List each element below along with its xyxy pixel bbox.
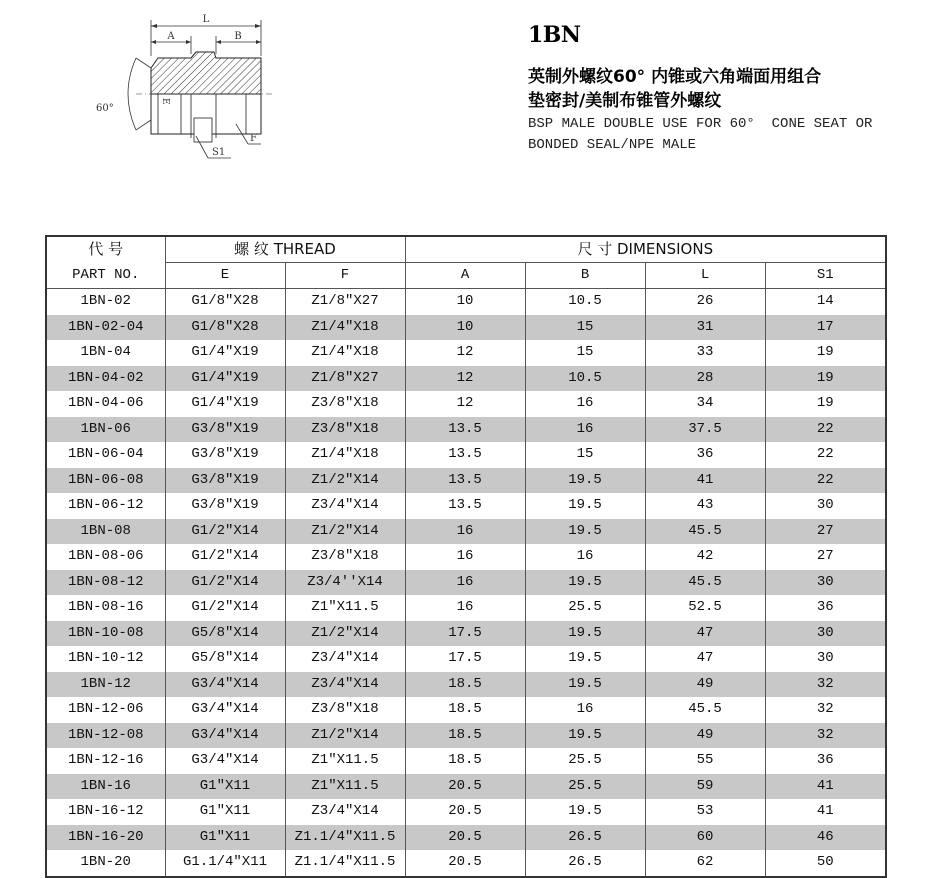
cell-dim-l: 59 bbox=[645, 774, 765, 800]
cell-part-no: 1BN-12-16 bbox=[46, 748, 165, 774]
cell-thread-e: G5/8″X14 bbox=[165, 646, 285, 672]
header-part-en: PART NO. bbox=[46, 263, 165, 289]
cell-dim-s1: 36 bbox=[765, 748, 886, 774]
cell-dim-l: 43 bbox=[645, 493, 765, 519]
cell-dim-a: 20.5 bbox=[405, 799, 525, 825]
cell-thread-e: G1/8″X28 bbox=[165, 315, 285, 341]
title-chinese-line-2: 垫密封/美制布锥管外螺纹 bbox=[528, 91, 722, 111]
cell-dim-a: 12 bbox=[405, 366, 525, 392]
table-row bbox=[46, 723, 886, 749]
table-row bbox=[46, 672, 886, 698]
table-row bbox=[46, 850, 886, 877]
cell-dim-a: 13.5 bbox=[405, 417, 525, 443]
cell-thread-e: G1/2″X14 bbox=[165, 519, 285, 545]
table-row bbox=[46, 519, 886, 545]
header-col-a: A bbox=[405, 263, 525, 289]
table-row bbox=[46, 646, 886, 672]
title-english-line-2: BONDED SEAL/NPE MALE bbox=[528, 137, 697, 153]
table-row bbox=[46, 442, 886, 468]
cell-thread-e: G3/8″X19 bbox=[165, 468, 285, 494]
cell-part-no: 1BN-06-08 bbox=[46, 468, 165, 494]
header-part-cn: 代 号 bbox=[46, 236, 165, 263]
cell-dim-a: 13.5 bbox=[405, 493, 525, 519]
cell-dim-s1: 22 bbox=[765, 442, 886, 468]
cell-thread-e: G5/8″X14 bbox=[165, 621, 285, 647]
cell-part-no: 1BN-12-06 bbox=[46, 697, 165, 723]
cell-thread-f: Z1/4″X18 bbox=[285, 442, 405, 468]
cell-dim-b: 19.5 bbox=[525, 799, 645, 825]
cell-part-no: 1BN-10-12 bbox=[46, 646, 165, 672]
cell-dim-a: 10 bbox=[405, 289, 525, 315]
cell-dim-b: 19.5 bbox=[525, 646, 645, 672]
label-e: E bbox=[160, 98, 170, 105]
label-f: F bbox=[250, 133, 257, 144]
cell-dim-l: 26 bbox=[645, 289, 765, 315]
cone-angle bbox=[96, 58, 151, 130]
cell-dim-b: 19.5 bbox=[525, 621, 645, 647]
cell-dim-b: 19.5 bbox=[525, 672, 645, 698]
table-row bbox=[46, 340, 886, 366]
cell-dim-l: 47 bbox=[645, 621, 765, 647]
cell-thread-f: Z3/8″X18 bbox=[285, 544, 405, 570]
cell-thread-e: G3/8″X19 bbox=[165, 442, 285, 468]
cell-dim-a: 13.5 bbox=[405, 442, 525, 468]
cell-dim-b: 19.5 bbox=[525, 468, 645, 494]
cell-dim-l: 60 bbox=[645, 825, 765, 851]
cell-dim-l: 53 bbox=[645, 799, 765, 825]
cell-dim-b: 10.5 bbox=[525, 366, 645, 392]
cell-thread-f: Z1/2″X14 bbox=[285, 723, 405, 749]
cell-dim-a: 20.5 bbox=[405, 825, 525, 851]
cell-dim-b: 19.5 bbox=[525, 723, 645, 749]
cell-dim-b: 19.5 bbox=[525, 519, 645, 545]
cell-dim-s1: 27 bbox=[765, 544, 886, 570]
label-angle: 60° bbox=[96, 103, 114, 114]
cell-thread-e: G3/8″X19 bbox=[165, 493, 285, 519]
cell-thread-e: G3/4″X14 bbox=[165, 672, 285, 698]
cell-thread-e: G3/4″X14 bbox=[165, 697, 285, 723]
cell-dim-a: 18.5 bbox=[405, 748, 525, 774]
table-row bbox=[46, 366, 886, 392]
cell-thread-e: G1″X11 bbox=[165, 825, 285, 851]
cell-dim-l: 42 bbox=[645, 544, 765, 570]
cell-dim-s1: 14 bbox=[765, 289, 886, 315]
cell-dim-a: 10 bbox=[405, 315, 525, 341]
cell-dim-a: 16 bbox=[405, 595, 525, 621]
table-row bbox=[46, 697, 886, 723]
cell-dim-l: 33 bbox=[645, 340, 765, 366]
cell-dim-b: 25.5 bbox=[525, 748, 645, 774]
cell-dim-a: 16 bbox=[405, 570, 525, 596]
cell-dim-s1: 19 bbox=[765, 340, 886, 366]
cell-thread-e: G1/4″X19 bbox=[165, 340, 285, 366]
cell-dim-b: 25.5 bbox=[525, 774, 645, 800]
table-row bbox=[46, 595, 886, 621]
cell-part-no: 1BN-06-12 bbox=[46, 493, 165, 519]
cell-thread-f: Z1/4″X18 bbox=[285, 315, 405, 341]
cell-part-no: 1BN-02-04 bbox=[46, 315, 165, 341]
cell-thread-e: G1/4″X19 bbox=[165, 391, 285, 417]
cell-part-no: 1BN-08-12 bbox=[46, 570, 165, 596]
cell-dim-s1: 30 bbox=[765, 646, 886, 672]
cell-dim-l: 45.5 bbox=[645, 519, 765, 545]
cell-dim-a: 18.5 bbox=[405, 723, 525, 749]
cell-dim-b: 15 bbox=[525, 340, 645, 366]
cell-thread-f: Z1/4″X18 bbox=[285, 340, 405, 366]
table-row bbox=[46, 570, 886, 596]
table-body bbox=[46, 289, 886, 877]
table-row bbox=[46, 493, 886, 519]
header-col-f: F bbox=[285, 263, 405, 289]
cell-thread-f: Z1/2″X14 bbox=[285, 519, 405, 545]
cell-thread-e: G1/2″X14 bbox=[165, 544, 285, 570]
table-row bbox=[46, 621, 886, 647]
cell-thread-e: G3/8″X19 bbox=[165, 417, 285, 443]
cell-dim-a: 20.5 bbox=[405, 774, 525, 800]
cell-dim-s1: 19 bbox=[765, 391, 886, 417]
cell-dim-s1: 22 bbox=[765, 468, 886, 494]
cell-thread-f: Z3/4″X14 bbox=[285, 646, 405, 672]
cell-part-no: 1BN-10-08 bbox=[46, 621, 165, 647]
cell-dim-b: 16 bbox=[525, 697, 645, 723]
cell-dim-a: 16 bbox=[405, 544, 525, 570]
cell-part-no: 1BN-08 bbox=[46, 519, 165, 545]
cell-thread-f: Z3/4″X14 bbox=[285, 672, 405, 698]
cell-dim-a: 13.5 bbox=[405, 468, 525, 494]
table-row bbox=[46, 315, 886, 341]
cell-part-no: 1BN-06 bbox=[46, 417, 165, 443]
cell-dim-s1: 30 bbox=[765, 493, 886, 519]
header-dimensions-group: 尺 寸 DIMENSIONS bbox=[405, 236, 886, 263]
cell-dim-s1: 27 bbox=[765, 519, 886, 545]
label-l: L bbox=[202, 14, 210, 25]
cell-dim-l: 36 bbox=[645, 442, 765, 468]
cell-dim-l: 49 bbox=[645, 672, 765, 698]
cell-part-no: 1BN-08-16 bbox=[46, 595, 165, 621]
table-row bbox=[46, 289, 886, 315]
cell-dim-s1: 32 bbox=[765, 672, 886, 698]
label-b: B bbox=[234, 31, 242, 42]
cell-thread-f: Z1.1/4″X11.5 bbox=[285, 850, 405, 877]
cell-thread-f: Z1″X11.5 bbox=[285, 748, 405, 774]
cell-dim-s1: 22 bbox=[765, 417, 886, 443]
table-row bbox=[46, 417, 886, 443]
cell-dim-s1: 41 bbox=[765, 774, 886, 800]
cell-thread-f: Z1″X11.5 bbox=[285, 595, 405, 621]
cell-dim-a: 12 bbox=[405, 391, 525, 417]
cell-dim-a: 17.5 bbox=[405, 621, 525, 647]
cell-dim-l: 41 bbox=[645, 468, 765, 494]
cell-dim-b: 16 bbox=[525, 417, 645, 443]
cell-dim-b: 16 bbox=[525, 391, 645, 417]
cell-part-no: 1BN-20 bbox=[46, 850, 165, 877]
cell-thread-f: Z3/8″X18 bbox=[285, 417, 405, 443]
cell-dim-b: 15 bbox=[525, 442, 645, 468]
cell-dim-b: 16 bbox=[525, 544, 645, 570]
cell-dim-l: 62 bbox=[645, 850, 765, 877]
table-row bbox=[46, 774, 886, 800]
cell-dim-l: 34 bbox=[645, 391, 765, 417]
cell-dim-a: 18.5 bbox=[405, 672, 525, 698]
cell-part-no: 1BN-04 bbox=[46, 340, 165, 366]
cell-thread-e: G1/8″X28 bbox=[165, 289, 285, 315]
table-row bbox=[46, 544, 886, 570]
cell-thread-e: G1″X11 bbox=[165, 774, 285, 800]
product-code: 1BN bbox=[528, 22, 581, 48]
specification-table bbox=[45, 235, 887, 878]
cell-dim-s1: 46 bbox=[765, 825, 886, 851]
cell-thread-e: G3/4″X14 bbox=[165, 723, 285, 749]
table-row bbox=[46, 391, 886, 417]
cell-part-no: 1BN-04-02 bbox=[46, 366, 165, 392]
table-row bbox=[46, 468, 886, 494]
cell-dim-s1: 19 bbox=[765, 366, 886, 392]
cell-dim-s1: 17 bbox=[765, 315, 886, 341]
cell-dim-a: 18.5 bbox=[405, 697, 525, 723]
cell-thread-f: Z3/4″X14 bbox=[285, 799, 405, 825]
fitting-body bbox=[136, 52, 274, 142]
cell-thread-f: Z1″X11.5 bbox=[285, 774, 405, 800]
cell-part-no: 1BN-12 bbox=[46, 672, 165, 698]
cell-thread-e: G1/2″X14 bbox=[165, 570, 285, 596]
cell-part-no: 1BN-12-08 bbox=[46, 723, 165, 749]
cell-dim-l: 45.5 bbox=[645, 697, 765, 723]
cell-thread-e: G3/4″X14 bbox=[165, 748, 285, 774]
cell-thread-f: Z1/2″X14 bbox=[285, 468, 405, 494]
cell-thread-f: Z3/4''X14 bbox=[285, 570, 405, 596]
cell-dim-l: 52.5 bbox=[645, 595, 765, 621]
cell-dim-b: 25.5 bbox=[525, 595, 645, 621]
cell-dim-l: 28 bbox=[645, 366, 765, 392]
cell-dim-b: 26.5 bbox=[525, 825, 645, 851]
cell-dim-b: 26.5 bbox=[525, 850, 645, 877]
cell-thread-f: Z3/8″X18 bbox=[285, 697, 405, 723]
cell-part-no: 1BN-06-04 bbox=[46, 442, 165, 468]
cell-thread-e: G1/4″X19 bbox=[165, 366, 285, 392]
cell-dim-a: 12 bbox=[405, 340, 525, 366]
cell-dim-s1: 32 bbox=[765, 697, 886, 723]
cell-thread-e: G1.1/4″X11 bbox=[165, 850, 285, 877]
cell-dim-a: 17.5 bbox=[405, 646, 525, 672]
cell-thread-f: Z3/8″X18 bbox=[285, 391, 405, 417]
cell-thread-f: Z1/2″X14 bbox=[285, 621, 405, 647]
cell-part-no: 1BN-16 bbox=[46, 774, 165, 800]
title-chinese-line-1: 英制外螺纹60° 内锥或六角端面用组合 bbox=[528, 67, 822, 87]
dimension-a-b bbox=[151, 31, 261, 54]
cell-dim-s1: 36 bbox=[765, 595, 886, 621]
cell-dim-l: 45.5 bbox=[645, 570, 765, 596]
cell-thread-e: G1″X11 bbox=[165, 799, 285, 825]
header-thread-group: 螺 纹 THREAD bbox=[165, 236, 405, 263]
header-col-e: E bbox=[165, 263, 285, 289]
table-row bbox=[46, 799, 886, 825]
cell-dim-s1: 30 bbox=[765, 621, 886, 647]
cell-dim-b: 19.5 bbox=[525, 493, 645, 519]
cell-dim-a: 20.5 bbox=[405, 850, 525, 877]
header-col-l: L bbox=[645, 263, 765, 289]
cell-thread-f: Z1.1/4″X11.5 bbox=[285, 825, 405, 851]
cell-part-no: 1BN-02 bbox=[46, 289, 165, 315]
cell-dim-l: 49 bbox=[645, 723, 765, 749]
cell-dim-l: 37.5 bbox=[645, 417, 765, 443]
cell-thread-f: Z1/8″X27 bbox=[285, 289, 405, 315]
cell-dim-l: 55 bbox=[645, 748, 765, 774]
cell-part-no: 1BN-04-06 bbox=[46, 391, 165, 417]
cell-thread-e: G1/2″X14 bbox=[165, 595, 285, 621]
cell-dim-b: 19.5 bbox=[525, 570, 645, 596]
cell-dim-b: 10.5 bbox=[525, 289, 645, 315]
cell-part-no: 1BN-16-12 bbox=[46, 799, 165, 825]
cell-dim-s1: 41 bbox=[765, 799, 886, 825]
cell-part-no: 1BN-08-06 bbox=[46, 544, 165, 570]
cell-thread-f: Z3/4″X14 bbox=[285, 493, 405, 519]
header-col-b: B bbox=[525, 263, 645, 289]
cell-part-no: 1BN-16-20 bbox=[46, 825, 165, 851]
fitting-drawing bbox=[96, 6, 276, 166]
table-row bbox=[46, 825, 886, 851]
label-s1: S1 bbox=[212, 147, 226, 158]
table-row bbox=[46, 748, 886, 774]
cell-dim-s1: 32 bbox=[765, 723, 886, 749]
cell-dim-s1: 30 bbox=[765, 570, 886, 596]
cell-dim-b: 15 bbox=[525, 315, 645, 341]
title-english-line-1: BSP MALE DOUBLE USE FOR 60° CONE SEAT OR bbox=[528, 116, 873, 132]
cell-dim-l: 31 bbox=[645, 315, 765, 341]
header-col-s1: S1 bbox=[765, 263, 886, 289]
cell-dim-s1: 50 bbox=[765, 850, 886, 877]
cell-dim-l: 47 bbox=[645, 646, 765, 672]
label-a: A bbox=[167, 31, 175, 42]
cell-thread-f: Z1/8″X27 bbox=[285, 366, 405, 392]
cell-dim-a: 16 bbox=[405, 519, 525, 545]
